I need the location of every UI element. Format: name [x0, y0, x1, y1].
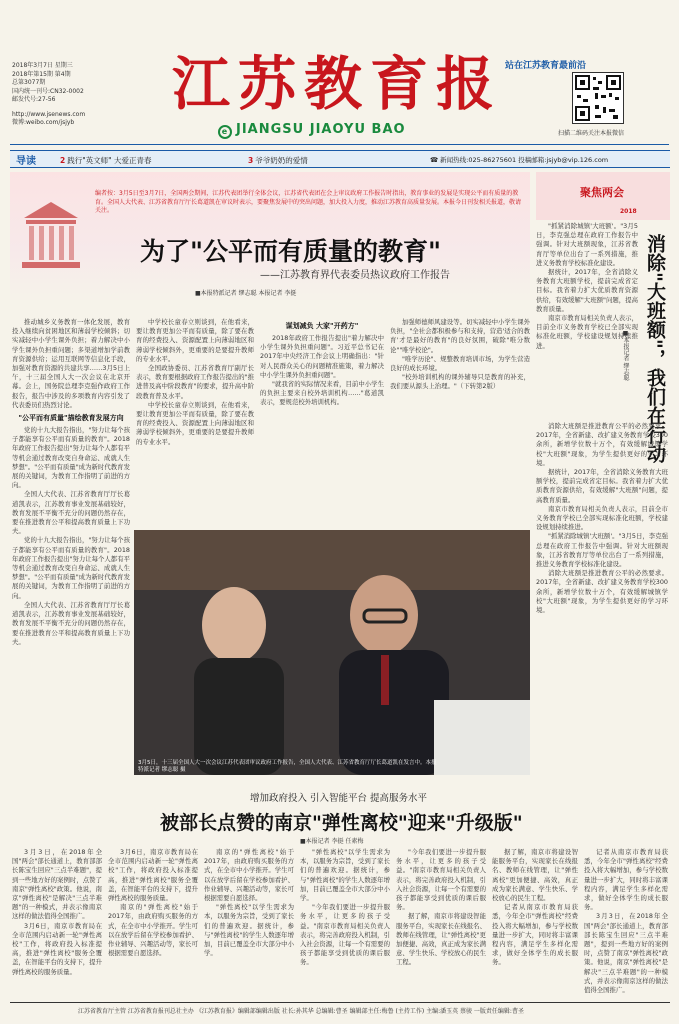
- bottom-column-6: [492, 848, 578, 998]
- bottom-headline[interactable]: 被部长点赞的南京"弹性离校"迎来"升级版": [160, 812, 523, 834]
- guide-item-text: 践行"英文师" 大爱正青春: [67, 156, 152, 165]
- newspaper-logo: 江苏教育报: [172, 50, 503, 118]
- bottom-column-7: [584, 848, 668, 998]
- focus-year: 2018: [620, 208, 637, 215]
- bottom-column-3: [204, 848, 294, 998]
- paragraph: 南京的"弹性离校"始于2017年，由政府购买服务的方式，在全市中小学推开。学生可以在放学后留在学校参加看护、作业辅导、兴趣活动等，家长可根据需要自愿选择。: [108, 903, 198, 958]
- lead-headline[interactable]: 为了"公平而有质量的教育": [140, 237, 442, 266]
- paragraph: 推动城乡义务教育一体化发展，教育投入继续向贫困地区和薄弱学校倾斜；切实减轻中小学生课外负担；着力解决中小学生课外负担重问题；多渠道增加学前教育资源供给；运用互联网等信息化手段，加强对教育资源的共建共享……3月5日上午，十三届全国人大一次会议在北京开幕。会上，国务院总理李克强作政府工作报告，报告中涉及的多项教育内容引发了代表委员们热烈讨论。: [12, 318, 130, 409]
- delegates-photo-icon: [134, 530, 530, 775]
- masthead-divider: [10, 144, 669, 145]
- slogan: 站在江苏教育最前沿: [505, 61, 587, 71]
- bottom-column-5: [396, 848, 486, 998]
- right-column-top: [536, 222, 638, 418]
- right-headline[interactable]: 消除"大班额"，我们在行动: [644, 234, 666, 463]
- lead-subhead: ——江苏教育界代表委员热议政府工作报告: [260, 270, 450, 281]
- section-subtitle: 谋划减负 大家"开药方": [285, 322, 359, 330]
- article-column-2: [136, 318, 254, 526]
- contact-text: 新闻热线:025-86275601 投稿邮箱:jsjyb@vip.126.com: [440, 156, 609, 164]
- article-column-1: [12, 318, 130, 778]
- guide-item-2[interactable]: [60, 155, 152, 166]
- article-column-3: [260, 318, 384, 526]
- paragraph: 南京市教育局相关负责人表示，目前全市义务教育学校已全部实现标准化班额，学校建设规划持续推进。: [536, 504, 668, 532]
- paragraph: "就我省的实际情况来看，目前中小学生的负担主要来自校外培训机构……"葛道凯表示，要规范校外培训机构。: [260, 380, 384, 407]
- focus-label: 聚焦两会: [580, 186, 624, 199]
- guide-item-text: 爷爷奶奶的爱情: [255, 156, 308, 165]
- paragraph: 全国人大代表、江苏省教育厅厅长葛道凯表示，江苏教育事业发展基础较好，教育发展不平衡不充分的问题仍然存在，要在推进教育公平和提高教育质量上下功夫。: [12, 600, 130, 646]
- paragraph: 南京的"弹性离校"始于2017年，由政府购买服务的方式，在全市中小学推开。学生可以在放学后留在学校参加看护、作业辅导、兴趣活动等，家长可根据需要自愿选择。: [204, 848, 294, 903]
- paragraph: 2018年政府工作报告提出"着力解决中小学生课外负担重问题"。习近平总书记在2017年中央经济工作会议上明确指出："针对人民群众关心的问题精准施策，着力解决中小学生课外负担重问题"。: [260, 334, 384, 379]
- right-byline: ■本报记者 缪志聪: [622, 330, 629, 381]
- bottom-column-1: [12, 848, 102, 998]
- qr-code-icon[interactable]: [572, 72, 624, 124]
- footer-credits: 江苏省教育厅主管 江苏省教育报刊总社主办 《江苏教育报》编辑部编辑出版 社长:孙其华 总编辑:曹圣 编辑部主任:梅鲁 (主持工作) 主编:潘玉英 蔡骏 一版责任编辑:曹圣: [78, 1008, 524, 1015]
- guide-item-num: 2: [60, 156, 66, 165]
- great-hall-icon: [20, 200, 82, 270]
- paragraph: 党的十九大报告指出，"努力让每个孩子都能享有公平而有质量的教育"。2018年政府工作报告提出"努力让每个人都有平等机会通过教育改变自身命运、成就人生梦想"。"公平而有质量"成为新时代教育发展的关键词，为教育工作指明了前进的方向。: [12, 426, 130, 490]
- newspaper-logo-en: [218, 122, 406, 139]
- bottom-subtitle: 增加政府投入 引入智能平台 提高服务水平: [250, 793, 428, 804]
- paragraph: 加强师德师风建设等。切实减轻中小学生课外负担，"全社会都积极参与和支持，营造'适合的教育'才是最好的教育"的良好氛围，破除"唯分数论""唯学校论"。: [390, 318, 530, 354]
- paragraph: "今年我们要进一步提升服务水平，让更多的孩子受益。"南京市教育局相关负责人表示，将完善政府投入机制，引入社会资源，让每一个有需要的孩子都能享受到优质的课后服务。: [300, 903, 390, 967]
- footer-divider: [10, 1002, 670, 1003]
- paragraph: 据统计，2017年，全省消除义务教育大班额学校，提前完成省定目标。我省着力扩大优质教育资源供给，有效缓解"大班额"问题，提高教育质量。: [536, 268, 638, 313]
- logo-en-text: JIANGSU JIAOYU BAO: [236, 122, 406, 137]
- news-photo[interactable]: [134, 530, 530, 775]
- paragraph: 全国人大代表、江苏省教育厅厅长葛道凯表示，江苏教育事业发展基础较好，教育发展不平衡不充分的问题仍然存在，要在推进教育公平和提高教育质量上下功夫。: [12, 490, 130, 536]
- logo-e-icon: e: [218, 125, 232, 139]
- bottom-column-2: [108, 848, 198, 998]
- paragraph: "校外培训机构的课外辅导只是教育的补充，我们要从源头上治理。"（下转第2版）: [390, 373, 530, 391]
- paragraph: "抓紧消除城镇'大班额'。"3月5日，李克强总理在政府工作报告中强调。针对大班额现象，江苏省教育厅等单位出台了一系列措施，推进义务教育学校标准化建设。: [536, 222, 638, 267]
- paragraph: 据了解，南京市将建设智能服务平台，实现家长在线报名、教师在线管理，让"弹性离校"更加便捷、高效，真正成为家长满意、学生快乐、学校放心的民生工程。: [396, 912, 486, 967]
- paragraph: 中学校长童春立则谈到，在他看来，要让教育更加公平而有质量，除了要在教育的经费投入、资源配置上向薄弱地区和薄弱学校倾斜外，更重要的是要提升教师的专业水平。: [136, 318, 254, 363]
- website-link[interactable]: http://www.jsenews.com: [12, 110, 86, 118]
- paragraph: 消除大班额是推进教育公平的必然要求。2017年，全省新建、改扩建义务教育学校300余所，新增学位数十万个，有效缓解城镇学校"大班额"现象，为学生提供更好的学习环境。: [536, 422, 668, 467]
- editor-note: 编者按：3月5日至3月7日，全国两会期间，江苏代表团举行全体会议，江苏省代表团在会上审议政府工作报告时指出，教育事业的发展是实现公平而有质量的教育。全国人大代表、江苏省教育厅厅长葛道凯在审议时表示，要聚焦发展中的突出问题，加大投入力度，推动江苏教育高质量发展。本报今日刊发相关报道，敬请关注。: [95, 190, 522, 214]
- paragraph: "唯学历论"、规整教育培训市场，为学生营造良好的成长环境。: [390, 354, 530, 373]
- guide-item-3[interactable]: [248, 155, 308, 166]
- paragraph: 据了解，南京市将建设智能服务平台，实现家长在线报名、教师在线管理，让"弹性离校"更加便捷、高效，真正成为家长满意、学生快乐、学校放心的民生工程。: [492, 848, 578, 903]
- post-line: 邮发代号:27-56: [12, 96, 56, 103]
- total-line: 总第3077期: [12, 79, 46, 86]
- paragraph: 记者从南京市教育局获悉，今年全市"弹性离校"经费投入将大幅增加，参与学校数量进一步扩大，同时将丰富课程内容，满足学生多样化需求，做好全体学生的成长服务。: [584, 848, 668, 912]
- paragraph: 据统计，2017年，全省消除义务教育大班额学校，提前完成省定目标。我省着力扩大优质教育资源供给，有效缓解"大班额"问题，提高教育质量。: [536, 468, 668, 504]
- paragraph: "弹性离校"以学生需求为本，以服务为宗旨，受到了家长们的普遍欢迎。据统计，参与"弹性离校"的学生人数逐年增加，目前已覆盖全市大部分中小学。: [300, 848, 390, 903]
- section-subtitle: "公平而有质量"描绘教育发展方向: [18, 414, 124, 423]
- issue-line: 2018年第15期 第4期: [12, 70, 71, 78]
- contact-line: [430, 155, 608, 164]
- photo-caption: 3月5日，十三届全国人大一次会议江苏代表团审议政府工作报告，全国人大代表、江苏省教育厅厅长葛道凯在发言中。本报特派记者 缪志聪 摄: [138, 760, 437, 773]
- weibo-link[interactable]: 微博:weibo.com/jsjyb: [12, 119, 75, 126]
- paragraph: "弹性离校"以学生需求为本，以服务为宗旨，受到了家长们的普遍欢迎。据统计，参与"弹性离校"的学生人数逐年增加，目前已覆盖全市大部分中小学。: [204, 903, 294, 958]
- issue-info: [12, 62, 132, 128]
- paragraph: "抓紧消除城镇'大班额'。"3月5日，李克强总理在政府工作报告中强调。针对大班额现象，江苏省教育厅等单位出台了一系列措施，推进义务教育学校标准化建设。: [536, 532, 668, 569]
- paragraph: 3月6日，南京市教育局在全市范围内启动新一轮"弹性离校"工作，将政府投入标准提高，推进"弹性离校"服务全覆盖，在智能平台的支持下，提升弹性离校的服务质量。: [12, 921, 102, 976]
- paragraph: 记者从南京市教育局获悉，今年全市"弹性离校"经费投入将大幅增加，参与学校数量进一步扩大，同时将丰富课程内容，满足学生多样化需求，做好全体学生的成长服务。: [492, 903, 578, 967]
- phone-icon: ☎: [430, 156, 441, 164]
- date-line: 2018年3月7日 星期三: [12, 62, 73, 69]
- article-column-4: [390, 318, 530, 526]
- paragraph: 全国政协委员、江苏省教育厅副厅长表示，教育要根据政府工作报告提出的"推进普及高中阶段教育"的要求，提升高中阶段教育普及水平。: [136, 364, 254, 400]
- paragraph: 南京市教育局相关负责人表示，目前全市义务教育学校已全部实现标准化班额，学校建设规划持续推进。: [536, 314, 638, 350]
- right-column-bottom: [536, 422, 668, 777]
- guide-item-num: 3: [248, 156, 254, 165]
- bottom-column-4: [300, 848, 390, 998]
- paragraph: 中学校长童春立则谈到，在他看来，要让教育更加公平而有质量，除了要在教育的经费投入、资源配置上向薄弱地区和薄弱学校倾斜外，更重要的是要提升教师的专业水平。: [136, 400, 254, 446]
- paragraph: 党的十九大报告指出，"努力让每个孩子都能享有公平而有质量的教育"。2018年政府工作报告提出"努力让每个人都有平等机会通过教育改变自身命运、成就人生梦想"。"公平而有质量"成为新时代教育发展的关键词，为教育工作指明了前进的方向。: [12, 536, 130, 600]
- lead-byline: ■本报特派记者 缪志聪 本报记者 李挺: [195, 290, 297, 297]
- bottom-byline: ■本报记者 李挺 任素梅: [300, 838, 364, 845]
- paragraph: 3月3日，在2018年全国"两会"部长通道上，教育部部长陈宝生回应"三点半难题"，提到一些地方好的案例时，点赞了南京"弹性离校"政策。他说，南京"弹性离校"是解决"三点半难题"的一种模式，并表示像南京这样的做法值得全国推广。: [584, 912, 668, 995]
- guide-label: 导读: [16, 156, 36, 167]
- paragraph: "今年我们要进一步提升服务水平，让更多的孩子受益。"南京市教育局相关负责人表示，将完善政府投入机制，引入社会资源，让每一个有需要的孩子都能享受到优质的课后服务。: [396, 848, 486, 912]
- paragraph: 消除大班额是推进教育公平的必然要求。2017年，全省新建、改扩建义务教育学校300余所，新增学位数十万个，有效缓解城镇学校"大班额"现象，为学生提供更好的学习环境。: [536, 569, 668, 615]
- paragraph: 3月3日，在2018年全国"两会"部长通道上，教育部部长陈宝生回应"三点半难题"，提到一些地方好的案例时，点赞了南京"弹性离校"政策。他说，南京"弹性离校"是解决"三点半难题"的一种模式，并表示像南京这样的做法值得全国推广。: [12, 848, 102, 921]
- qr-caption: 扫描二维码关注本报微信: [558, 130, 625, 137]
- paragraph: 3月6日，南京市教育局在全市范围内启动新一轮"弹性离校"工作，将政府投入标准提高，推进"弹性离校"服务全覆盖，在智能平台的支持下，提升弹性离校的服务质量。: [108, 848, 198, 903]
- cn-line: 国内统一刊号:CN32-0002: [12, 87, 84, 95]
